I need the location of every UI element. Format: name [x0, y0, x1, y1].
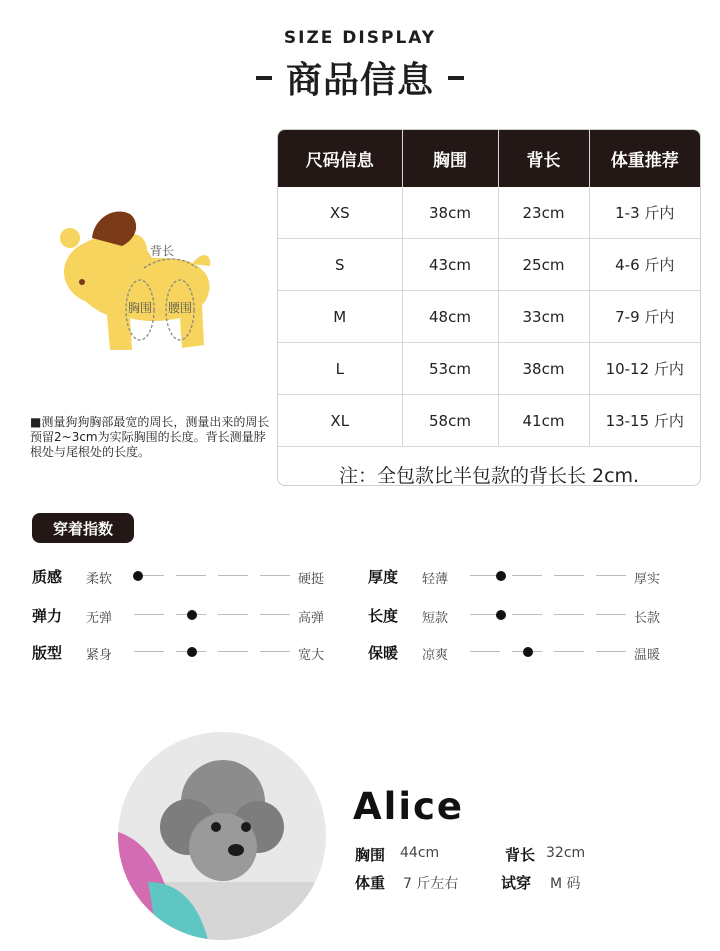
table-row — [278, 187, 700, 239]
cell-weight: 10-12 斤内 — [589, 343, 700, 395]
wear-index-segment — [260, 614, 290, 615]
title-dash-left — [256, 76, 272, 80]
model-chest-value: 44cm — [400, 845, 440, 861]
label-chest: 胸围 — [128, 301, 153, 315]
dog-ear-left — [60, 228, 80, 248]
section-title-wrap — [0, 52, 720, 103]
wear-index-low-label: 柔软 — [86, 572, 113, 587]
wear-index-marker — [187, 610, 197, 620]
dog-head — [64, 240, 136, 304]
cell-weight: 4-6 斤内 — [589, 239, 700, 291]
wear-index-low-label: 无弹 — [86, 611, 113, 626]
col-back: 背长 — [498, 130, 589, 187]
dog-eye — [79, 279, 85, 285]
cell-size: L — [278, 343, 402, 395]
wear-index-low-label: 凉爽 — [422, 648, 449, 663]
cell-back: 38cm — [498, 343, 589, 395]
wear-index-scale — [464, 610, 628, 620]
model-weight-value: 7 斤左右 — [403, 876, 459, 892]
section-subtitle: SIZE DISPLAY — [283, 28, 437, 48]
wear-index-marker — [187, 647, 197, 657]
wear-index-title: 质感 — [32, 568, 63, 586]
size-table-header — [278, 130, 700, 187]
cell-weight: 1-3 斤内 — [589, 187, 700, 239]
model-chest-label: 胸围 — [355, 846, 386, 864]
wear-index-scale — [128, 647, 292, 657]
label-back-length: 背长 — [150, 244, 175, 258]
wear-index-scale — [464, 647, 628, 657]
wear-index-segment — [554, 575, 584, 576]
model-back-value: 32cm — [546, 845, 586, 861]
wear-index-high-label: 高弹 — [298, 611, 325, 626]
model-tryon-value: M 码 — [550, 876, 581, 892]
model-dog-photo — [118, 732, 326, 940]
wear-index-segment — [134, 651, 164, 652]
section-title: 商品信息 — [285, 60, 434, 101]
wear-index-segment — [134, 614, 164, 615]
wear-index-segment — [512, 614, 542, 615]
title-dash-right — [448, 76, 464, 80]
wear-index-segment — [260, 575, 290, 576]
wear-index-segment — [596, 651, 626, 652]
wear-index-marker — [496, 571, 506, 581]
table-note-row — [278, 447, 700, 487]
wear-index-segment — [470, 651, 500, 652]
model-back-label: 背长 — [505, 846, 536, 864]
wear-index-segment — [218, 614, 248, 615]
wear-index-high-label: 温暖 — [634, 648, 661, 663]
table-row — [278, 343, 700, 395]
table-row — [278, 291, 700, 343]
wear-index-high-label: 厚实 — [634, 572, 661, 587]
cell-weight: 7-9 斤内 — [589, 291, 700, 343]
wear-index-title: 弹力 — [32, 607, 63, 625]
cell-chest: 53cm — [402, 343, 498, 395]
wear-index-marker — [523, 647, 533, 657]
cell-chest: 48cm — [402, 291, 498, 343]
table-row — [278, 239, 700, 291]
measure-note: ■测量狗狗胸部最宽的周长，测量出来的周长预留2~3cm为实际胸围的长度。背长测量脖根处与尾根处的长度。 — [30, 415, 270, 459]
wear-index-high-label: 宽大 — [298, 648, 325, 663]
table-row — [278, 395, 700, 447]
wear-index-marker — [496, 610, 506, 620]
model-weight-label: 体重 — [355, 874, 386, 892]
wear-index-label: 穿着指数 — [32, 513, 134, 543]
model-name: Alice — [353, 785, 465, 828]
label-waist: 腰围 — [168, 301, 193, 315]
cell-size: S — [278, 239, 402, 291]
cell-weight: 13-15 斤内 — [589, 395, 700, 447]
wear-index-segment — [596, 575, 626, 576]
wear-index-segment — [218, 575, 248, 576]
wear-index-segment — [260, 651, 290, 652]
wear-index-segment — [596, 614, 626, 615]
wear-index-high-label: 硬挺 — [298, 572, 325, 587]
wear-index-low-label: 短款 — [422, 611, 449, 626]
col-size: 尺码信息 — [278, 130, 402, 187]
wear-index-low-label: 紧身 — [86, 648, 113, 663]
col-chest: 胸围 — [402, 130, 498, 187]
wear-index-low-label: 轻薄 — [422, 572, 449, 587]
cell-chest: 58cm — [402, 395, 498, 447]
size-table — [277, 129, 701, 486]
wear-index-title: 保暖 — [368, 644, 399, 662]
wear-index-scale — [128, 610, 292, 620]
wear-index-scale — [128, 571, 292, 581]
col-weight: 体重推荐 — [589, 130, 700, 187]
cell-chest: 43cm — [402, 239, 498, 291]
cell-back: 23cm — [498, 187, 589, 239]
wear-index-segment — [554, 651, 584, 652]
cell-back: 25cm — [498, 239, 589, 291]
table-note: 注：全包款比半包款的背长长 2cm. — [338, 464, 640, 486]
wear-index-segment — [512, 575, 542, 576]
wear-index-segment — [218, 651, 248, 652]
wear-index-segment — [176, 575, 206, 576]
dog-measure-illustration — [52, 200, 232, 360]
cell-back: 41cm — [498, 395, 589, 447]
wear-index-title: 长度 — [368, 607, 399, 625]
wear-index-scale — [464, 571, 628, 581]
wear-index-segment — [554, 614, 584, 615]
model-tryon-label: 试穿 — [501, 874, 532, 892]
wear-index-marker — [133, 571, 143, 581]
wear-index-title: 版型 — [32, 644, 63, 662]
cell-size: XL — [278, 395, 402, 447]
wear-index-title: 厚度 — [368, 568, 399, 586]
wear-index-high-label: 长款 — [634, 611, 661, 626]
cell-chest: 38cm — [402, 187, 498, 239]
cell-back: 33cm — [498, 291, 589, 343]
cell-size: M — [278, 291, 402, 343]
cell-size: XS — [278, 187, 402, 239]
